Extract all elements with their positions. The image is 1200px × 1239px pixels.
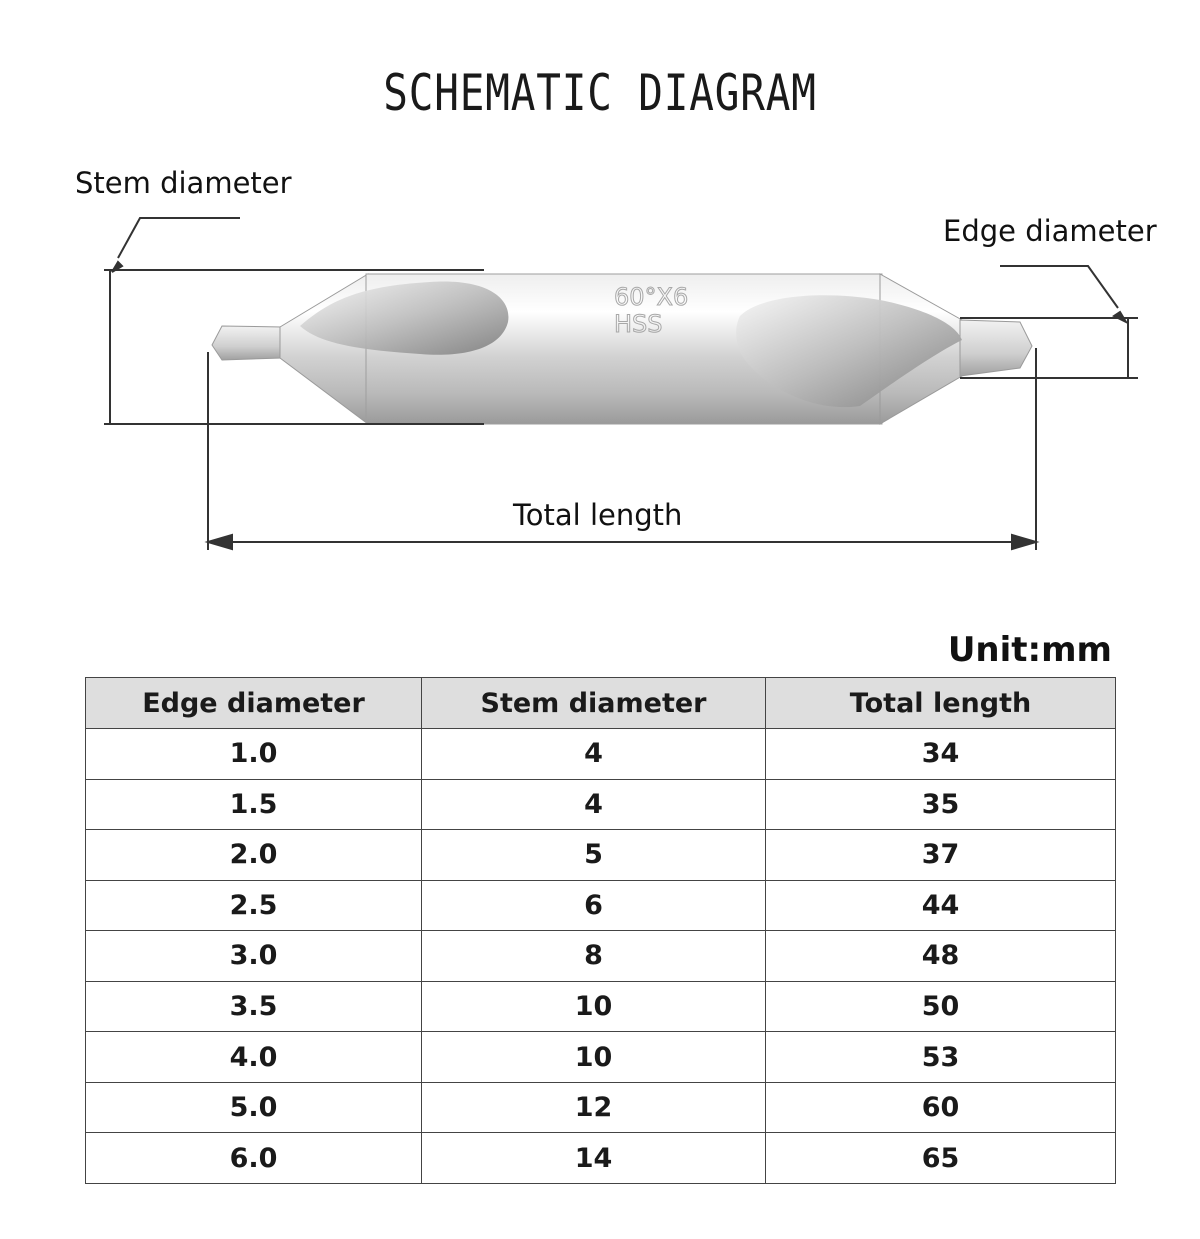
cell-stem-diameter: 14 <box>422 1133 766 1184</box>
cell-total-length: 53 <box>766 1032 1116 1083</box>
cell-edge-diameter: 1.0 <box>86 729 422 780</box>
spec-table <box>85 677 1116 1184</box>
cell-edge-diameter: 3.0 <box>86 931 422 982</box>
bit-marking-line1: 60°X6 <box>614 283 689 311</box>
table-row <box>86 779 1116 830</box>
cell-total-length: 48 <box>766 931 1116 982</box>
cell-stem-diameter: 4 <box>422 729 766 780</box>
cell-edge-diameter: 1.5 <box>86 779 422 830</box>
table-row <box>86 830 1116 881</box>
table-header-row <box>86 678 1116 729</box>
table-row <box>86 729 1116 780</box>
table-row <box>86 1032 1116 1083</box>
table-row <box>86 981 1116 1032</box>
cell-edge-diameter: 2.5 <box>86 880 422 931</box>
table-row <box>86 1133 1116 1184</box>
cell-edge-diameter: 6.0 <box>86 1133 422 1184</box>
cell-total-length: 37 <box>766 830 1116 881</box>
cell-edge-diameter: 3.5 <box>86 981 422 1032</box>
header-total-length: Total length <box>766 678 1116 729</box>
cell-total-length: 65 <box>766 1133 1116 1184</box>
table-row <box>86 1082 1116 1133</box>
cell-stem-diameter: 5 <box>422 830 766 881</box>
cell-total-length: 44 <box>766 880 1116 931</box>
header-edge-diameter: Edge diameter <box>86 678 422 729</box>
cell-edge-diameter: 5.0 <box>86 1082 422 1133</box>
cell-total-length: 34 <box>766 729 1116 780</box>
cell-total-length: 60 <box>766 1082 1116 1133</box>
cell-stem-diameter: 10 <box>422 981 766 1032</box>
page-title: SCHEMATIC DIAGRAM <box>383 64 817 122</box>
bit-marking-line2: HSS <box>614 310 663 338</box>
cell-total-length: 35 <box>766 779 1116 830</box>
cell-stem-diameter: 10 <box>422 1032 766 1083</box>
drill-right-tip <box>960 320 1032 376</box>
header-stem-diameter: Stem diameter <box>422 678 766 729</box>
cell-edge-diameter: 2.0 <box>86 830 422 881</box>
cell-stem-diameter: 12 <box>422 1082 766 1133</box>
cell-total-length: 50 <box>766 981 1116 1032</box>
table-row <box>86 880 1116 931</box>
drill-bit <box>212 274 1032 424</box>
cell-stem-diameter: 4 <box>422 779 766 830</box>
stem-diameter-label: Stem diameter <box>75 166 292 200</box>
cell-stem-diameter: 8 <box>422 931 766 982</box>
total-length-label: Total length <box>513 498 683 532</box>
edge-diameter-label: Edge diameter <box>943 214 1157 248</box>
table-row <box>86 931 1116 982</box>
unit-label: Unit:mm <box>947 630 1112 670</box>
cell-edge-diameter: 4.0 <box>86 1032 422 1083</box>
cell-stem-diameter: 6 <box>422 880 766 931</box>
drill-left-tip <box>212 326 282 360</box>
